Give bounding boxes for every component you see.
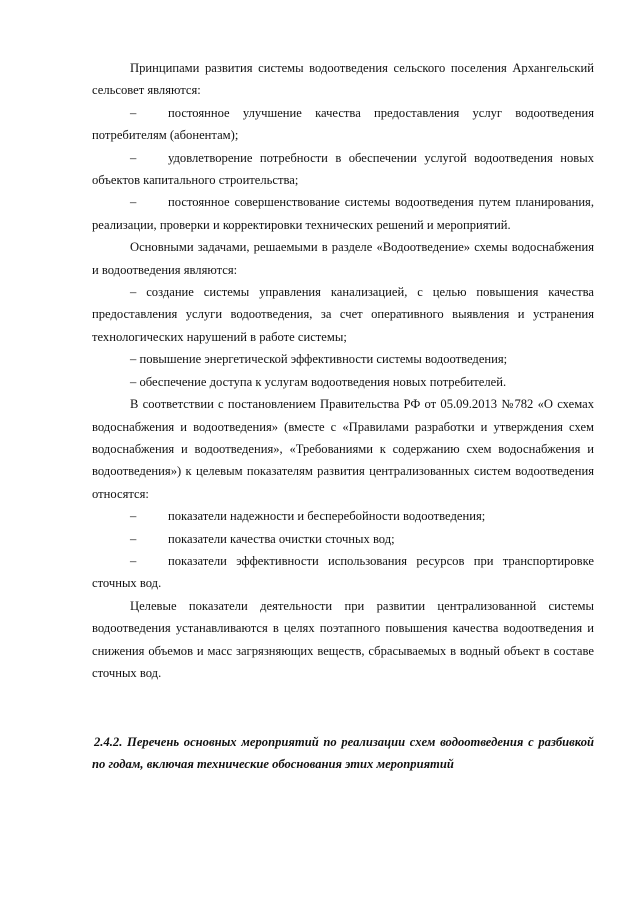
list-dash: –	[130, 195, 137, 210]
list-item-text: постоянное совершенствование системы водоотведения путем планирования, реализации, проверки и корректировки технических решений и мероприятий.	[92, 195, 594, 232]
list-item	[92, 147, 594, 192]
list-item	[92, 550, 594, 595]
list-item	[92, 505, 594, 527]
list-dash: –	[130, 374, 137, 389]
list-dash: –	[130, 150, 137, 165]
list-item-text: создание системы управления канализацией, с целью повышения качества предоставления услуги водоотведения, за счет оперативного выявления и устранения технологических нарушений в работе системы;	[92, 285, 594, 344]
list-item-text: удовлетворение потребности в обеспечении услугой водоотведения новых объектов капитального строительства;	[92, 150, 594, 188]
section-heading: 2.4.2. Перечень основных мероприятий по реализации схем водоотведения с разбивкой по годам, включая технические обоснования этих мероприятий	[92, 735, 594, 772]
list-item	[92, 191, 594, 236]
list-dash: –	[130, 553, 137, 568]
list-dash: –	[130, 531, 137, 546]
list-item	[92, 281, 594, 348]
paragraph-principles: Принципами развития системы водоотведения сельского поселения Архангельский сельсовет являются:	[92, 61, 594, 98]
list-item-text: показатели эффективности использования ресурсов при транспортировке сточных вод.	[92, 553, 594, 591]
list-dash: –	[130, 105, 137, 120]
list-dash: –	[130, 285, 137, 300]
list-item	[92, 371, 594, 393]
list-item-text: постоянное улучшение качества предоставления услуг водоотведения потребителям (абонентам);	[92, 105, 594, 143]
paragraph-tasks: Основными задачами, решаемыми в разделе «Водоотведение» схемы водоснабжения и водоотведения являются:	[92, 240, 594, 277]
list-item-text: обеспечение доступа к услугам водоотведения новых потребителей.	[139, 374, 507, 389]
list-item	[92, 348, 594, 370]
list-item-text: показатели надежности и бесперебойности водоотведения;	[168, 509, 486, 524]
list-dash: –	[130, 509, 137, 524]
list-item	[92, 102, 594, 147]
paragraph-targets: Целевые показатели деятельности при развитии централизованной системы водоотведения устанавливаются в целях поэтапного повышения качества водоотведения и снижения объемов и масс загрязняющих веществ, сбрасываемых в водный объект в составе сточных вод.	[92, 598, 594, 680]
list-item	[92, 528, 594, 550]
list-item-text: показатели качества очистки сточных вод;	[168, 531, 395, 546]
body-text	[92, 57, 594, 684]
list-dash: –	[130, 352, 137, 367]
list-item-text: повышение энергетической эффективности системы водоотведения;	[139, 352, 508, 367]
paragraph-decree: В соответствии с постановлением Правительства РФ от 05.09.2013 №782 «О схемах водоснабжения и водоотведения» (вместе с «Правилами разработки и утверждения схем водоснабжения и водоотведения», «Требованиями к содержанию схем водоснабжения и водоотведения») к целевым показателям развития централизованных систем водоотведения относятся:	[92, 397, 594, 501]
